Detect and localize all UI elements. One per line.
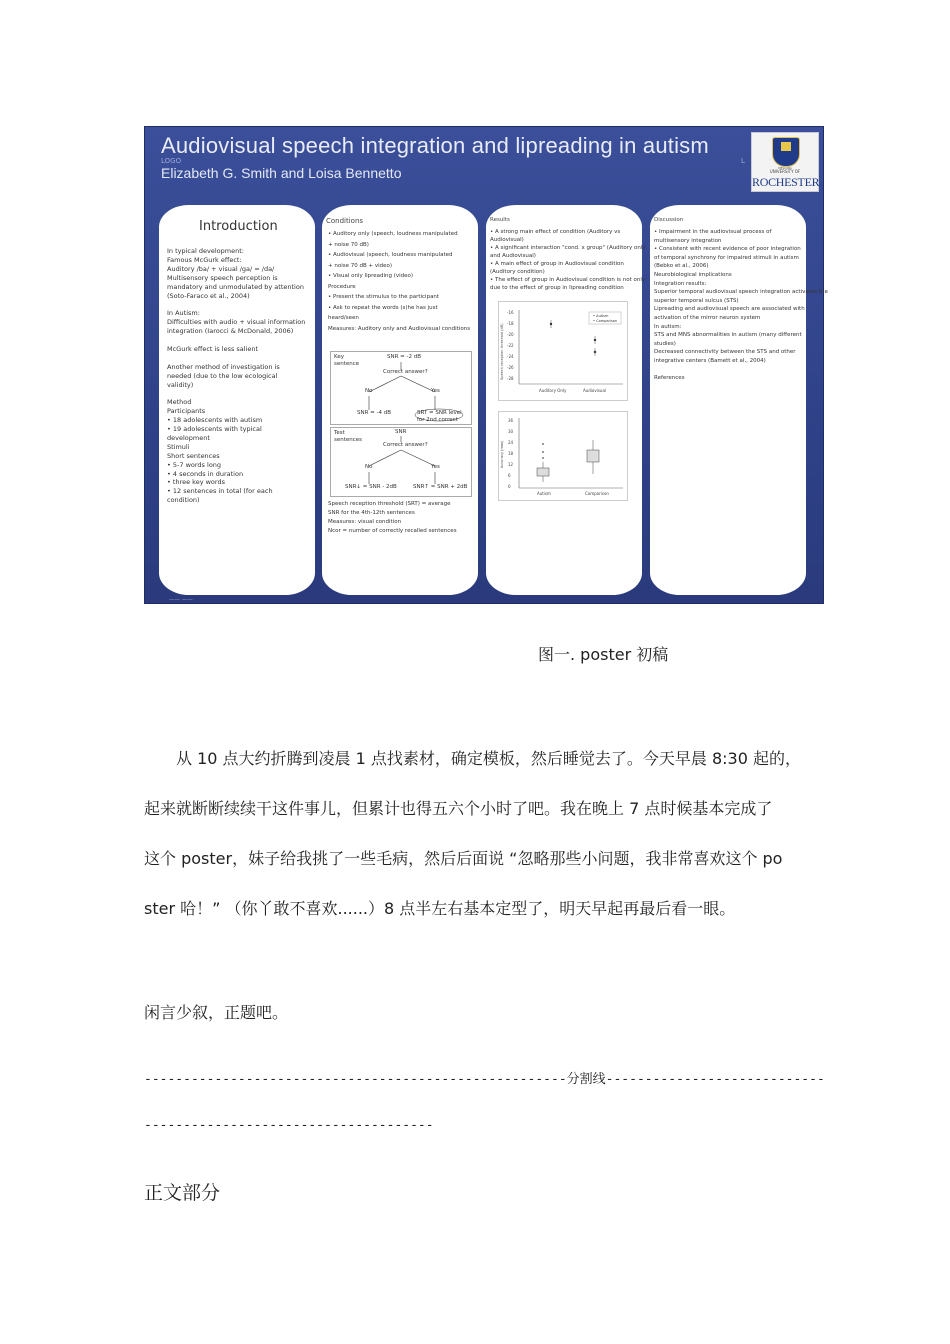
text-line: Auditory /ba/ + visual /ga/ = /da/ [167,264,275,273]
text-line: • Visual only lipreading (video) [328,273,414,279]
accuracy-boxplot [498,411,628,501]
paragraph-line-1: 从 10 点大约折腾到凌晨 1 点找素材，确定模板，然后睡觉去了。今天早晨 8:30 起的， [176,749,801,768]
text-line: validity) [167,380,194,389]
y-axis-label: Accuracy (max) [500,440,504,468]
y-tick-label: -22 [507,343,514,348]
crest-name: ROCHESTER [752,175,820,189]
data-point [594,339,596,341]
text-line: • Consistent with recent evidence of poor integration [654,246,801,253]
text-line: Stimuli [167,442,190,451]
poster-figure [144,126,828,604]
text-line: • Ask to repeat the words (s)he has just [328,304,438,311]
text-line: development [167,433,210,442]
results-heading: Results [490,217,510,223]
accuracy-boxplot-svg [499,412,627,500]
text-line: Integration results: [654,280,707,287]
srt-chart-svg [499,302,627,400]
boxplot-box [587,450,599,462]
flowchart-1-yes: Yes [431,388,440,394]
flowchart-2-top: SNR [395,429,407,435]
text-line: integration (Iarocci & McDonald, 2006) [167,327,294,336]
flowchart-2-right: SNR↑ = SNR + 2dB [413,484,468,490]
text-line: In typical development: [167,247,244,255]
text-line: integrative centers (Bamett et al., 2004) [654,358,766,364]
figure-caption: 图一. poster 初稿 [538,645,669,664]
text-line: • 12 sentences in total (for each [167,487,273,496]
crest-motto: MELIORA [778,166,792,170]
text-line: McGurk effect is less salient [167,344,259,353]
y-tick-label: -26 [507,365,514,370]
x-tick-label: Audiovisual [583,388,607,393]
text-line: • Impairment in the audiovisual process of [654,229,772,235]
flowchart-2-label: Test sentences [334,430,363,444]
text-line: Difficulties with audio + visual information [167,318,306,327]
procedure-flowchart-2 [330,427,472,497]
x-tick-label: Autism [537,491,551,496]
srt-chart [498,301,628,401]
aside-text: 闲言少叙，正题吧。 [144,1003,289,1022]
outlier-point [542,443,544,445]
y-tick-label: 12 [508,462,514,467]
paragraph-line-3: 这个 poster，妹子给我挑了一些毛病，然后后面说 “忽略那些小问题，我非常喜欢这个 po [144,849,783,868]
university-crest-logo [751,132,819,192]
crest-university-of: UNIVERSITY OF [769,169,801,174]
y-tick-label: 18 [508,451,514,456]
data-point [550,323,552,325]
text-line: Decreased connectivity between the STS and other [654,349,796,356]
text-line: Procedure [328,283,356,290]
text-line: heard/seen [328,315,359,321]
text-line: • three key words [167,478,225,487]
y-tick-label: -28 [507,376,514,381]
x-tick-label: Comparison [585,491,609,496]
y-tick-label: 36 [508,418,514,423]
flowchart-1-no: No [365,388,373,394]
section-title: 正文部分 [144,1182,221,1204]
conditions-heading: Conditions [326,217,364,225]
flowchart-1-top: SNR = -2 dB [387,354,422,360]
text-line: needed (due to the low ecological [167,371,278,380]
text-line: • The effect of group in Audiovisual condition is not only [490,277,646,283]
y-tick-label: 30 [508,429,514,434]
outlier-point [542,451,544,453]
y-tick-label: 0 [508,484,511,489]
y-tick-label: 6 [508,473,511,478]
poster-column-introduction [159,205,315,595]
text-line: Lipreading and audiovisual speech are associated with [654,306,805,313]
text-line: In autism: [654,323,682,330]
text-line: + noise 70 dB + video) [328,262,393,269]
y-tick-label: -24 [507,354,514,359]
poster-column-conditions [322,205,478,595]
text-line: Superior temporal audiovisual speech integration activates the [654,289,828,296]
text-line: Participants [167,407,206,416]
text-line: • 18 adolescents with autism [167,416,263,425]
y-tick-label: -16 [507,310,514,315]
text-line: (Bebko et al., 2006) [654,263,709,270]
poster-title: Audiovisual speech integration and lipreading in autism [161,133,709,158]
y-tick-label: 24 [508,440,514,445]
flowchart-2-question: Correct answer? [383,442,428,448]
text-line: STS and MNS abnormalities in autism (many different [654,332,802,339]
text-line: Audiovisual) [490,237,524,243]
text-line: Short sentences [167,451,220,460]
text-line: and Audiovisual) [490,253,536,259]
paragraph-line-4: ster 哈！” （你丫敢不喜欢......）8 点半左右基本定型了，明天早起再最后看一眼。 [144,899,736,918]
flowchart-2-left: SNR↓ = SNR - 2dB [345,484,397,490]
text-line: • Audiovisual (speech, loudness manipulated [328,252,453,258]
text-line: Measures: visual condition [328,519,402,525]
text-line: Method [167,398,192,407]
text-line: • A significant interaction "cond. x group" (Auditory only [490,245,646,251]
flowchart-1-question: Correct answer? [383,369,428,375]
text-line: • Present the stimulus to the participant [328,294,440,300]
procedure-flowchart-1 [330,351,472,425]
y-tick-label: -20 [507,332,514,337]
text-line: Ncor = number of correctly recalled sentences [328,528,457,534]
shield-icon [772,137,800,167]
logo-placeholder-left: LOGO [161,157,182,165]
text-line: (Soto-Faraco et al., 2004) [167,291,250,300]
text-line: SNR for the 4th-12th sentences [328,510,415,516]
outlier-point [542,457,544,459]
text-line: In Autism: [167,309,200,318]
boxplot-box [537,468,549,476]
introduction-heading: Introduction [199,219,278,234]
legend-entry: • Autism [593,314,609,318]
text-line: Neurobiological implications [654,272,732,278]
text-line: Speech reception threshold (SRT) = average [328,501,451,507]
text-line: of temporal synchrony for impaired stimuli in autism [654,254,799,261]
divider-line-1: ------------------------------------------------------分割线---------------------------- [144,1072,825,1087]
flowchart-2-yes: Yes [431,464,440,470]
text-line: • 5-7 words long [167,460,222,469]
text-line: • 19 adolescents with typical [167,425,262,433]
discussion-heading: Discussion [654,217,684,223]
text-line: mandatory and unmodulated by attention [167,282,304,291]
poster-column-results [486,205,646,595]
poster-authors: Elizabeth G. Smith and Loisa Bennetto [161,165,402,181]
y-tick-label: -18 [507,321,514,326]
text-line: • A strong main effect of condition (Auditory vs [490,229,621,235]
x-tick-label: Auditory Only [539,388,567,393]
poster-column-discussion [650,205,828,595]
divider-line-2: ------------------------------------- [144,1118,434,1133]
logo-placeholder-right: L [741,157,745,165]
text-line: References [654,375,685,382]
flowchart-2-no: No [365,464,373,470]
y-axis-label: Speech reception threshold (dB) [500,323,504,380]
text-line: activation of the mirror neuron system [654,315,761,321]
flowchart-1-label: Key sentence [334,354,360,368]
flowchart-1-left: SNR = -4 dB [357,410,392,416]
text-line: condition) [167,496,200,505]
data-point [594,351,596,353]
text-line: due to the effect of group in lipreading condition [490,285,624,291]
paragraph-line-2: 起来就断断续续干这件事儿，但累计也得五六个小时了吧。我在晚上 7 点时候基本完成了 [144,799,773,818]
text-line: (Auditory condition) [490,269,545,275]
text-line: Multisensory speech perception is [167,273,278,282]
text-line: • Auditory only (speech, loudness manipulated [328,231,458,237]
text-line: • A main effect of group in Audiovisual condition [490,261,624,267]
text-line: multisensory integration [654,237,722,244]
text-line: studies) [654,340,676,347]
text-line: + noise 70 dB) [328,241,369,248]
text-line: Measures: Auditory only and Audiovisual conditions [328,325,471,332]
text-line: • 4 seconds in duration [167,469,244,478]
legend-entry: • Comparison [593,319,618,323]
text-line: Another method of investigation is [167,362,280,371]
poster-footer: —— —— [169,597,193,603]
text-line: Famous McGurk effect: [167,255,242,264]
flowchart-1-right: SRT = SNR level for 2nd correct [417,410,462,424]
text-line: superior temporal sulcus (STS) [654,297,739,304]
